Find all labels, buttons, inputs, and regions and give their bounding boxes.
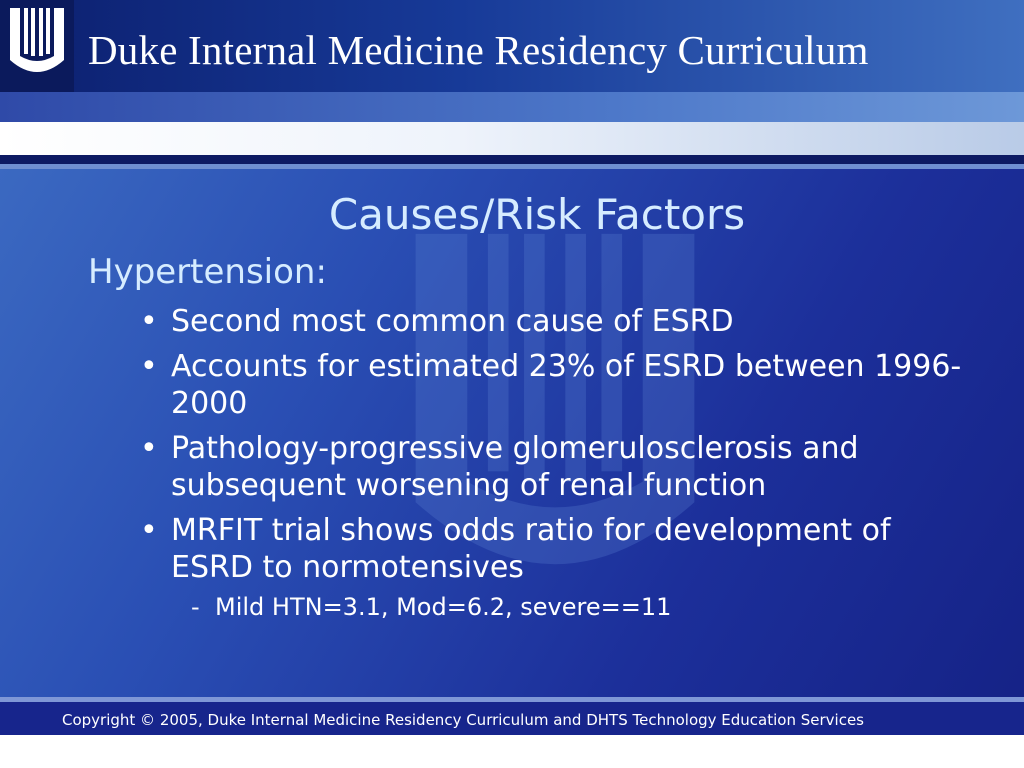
copyright-text: Copyright © 2005, Duke Internal Medicine Residency Curriculum and DHTS Technology Education Services	[62, 711, 864, 729]
bullet-marker: •	[140, 513, 158, 548]
sub-bullet-item	[191, 592, 980, 622]
header-divider-light	[0, 164, 1024, 169]
bullet-marker: •	[140, 431, 158, 466]
bullet-item	[140, 512, 980, 622]
bullet-text: Second most common cause of ESRD	[171, 304, 734, 339]
slide-subheading: Hypertension:	[88, 252, 327, 292]
bullet-text: Accounts for estimated 23% of ESRD between 1996-2000	[171, 349, 962, 421]
bullet-text: Pathology-progressive glomerulosclerosis and subsequent worsening of renal function	[171, 431, 859, 503]
bullet-list	[140, 303, 980, 630]
sub-bullet-list	[191, 592, 980, 622]
header-band-light	[0, 122, 1024, 155]
slide-heading: Causes/Risk Factors	[328, 190, 746, 239]
header-band	[0, 92, 1024, 122]
header-bar	[0, 0, 1024, 92]
logo	[0, 0, 74, 92]
bullet-item	[140, 348, 980, 422]
bullet-marker: •	[140, 304, 158, 339]
bullet-item	[140, 303, 980, 340]
sub-bullet-text: Mild HTN=3.1, Mod=6.2, severe==11	[215, 593, 672, 621]
bullet-text: MRFIT trial shows odds ratio for development of ESRD to normotensives	[171, 513, 891, 585]
header-divider	[0, 155, 1024, 164]
presentation-title: Duke Internal Medicine Residency Curriculum	[88, 27, 869, 73]
duke-shield-icon	[6, 4, 68, 88]
bullet-marker: •	[140, 349, 158, 384]
sub-bullet-marker: -	[191, 593, 200, 621]
bullet-item	[140, 430, 980, 504]
